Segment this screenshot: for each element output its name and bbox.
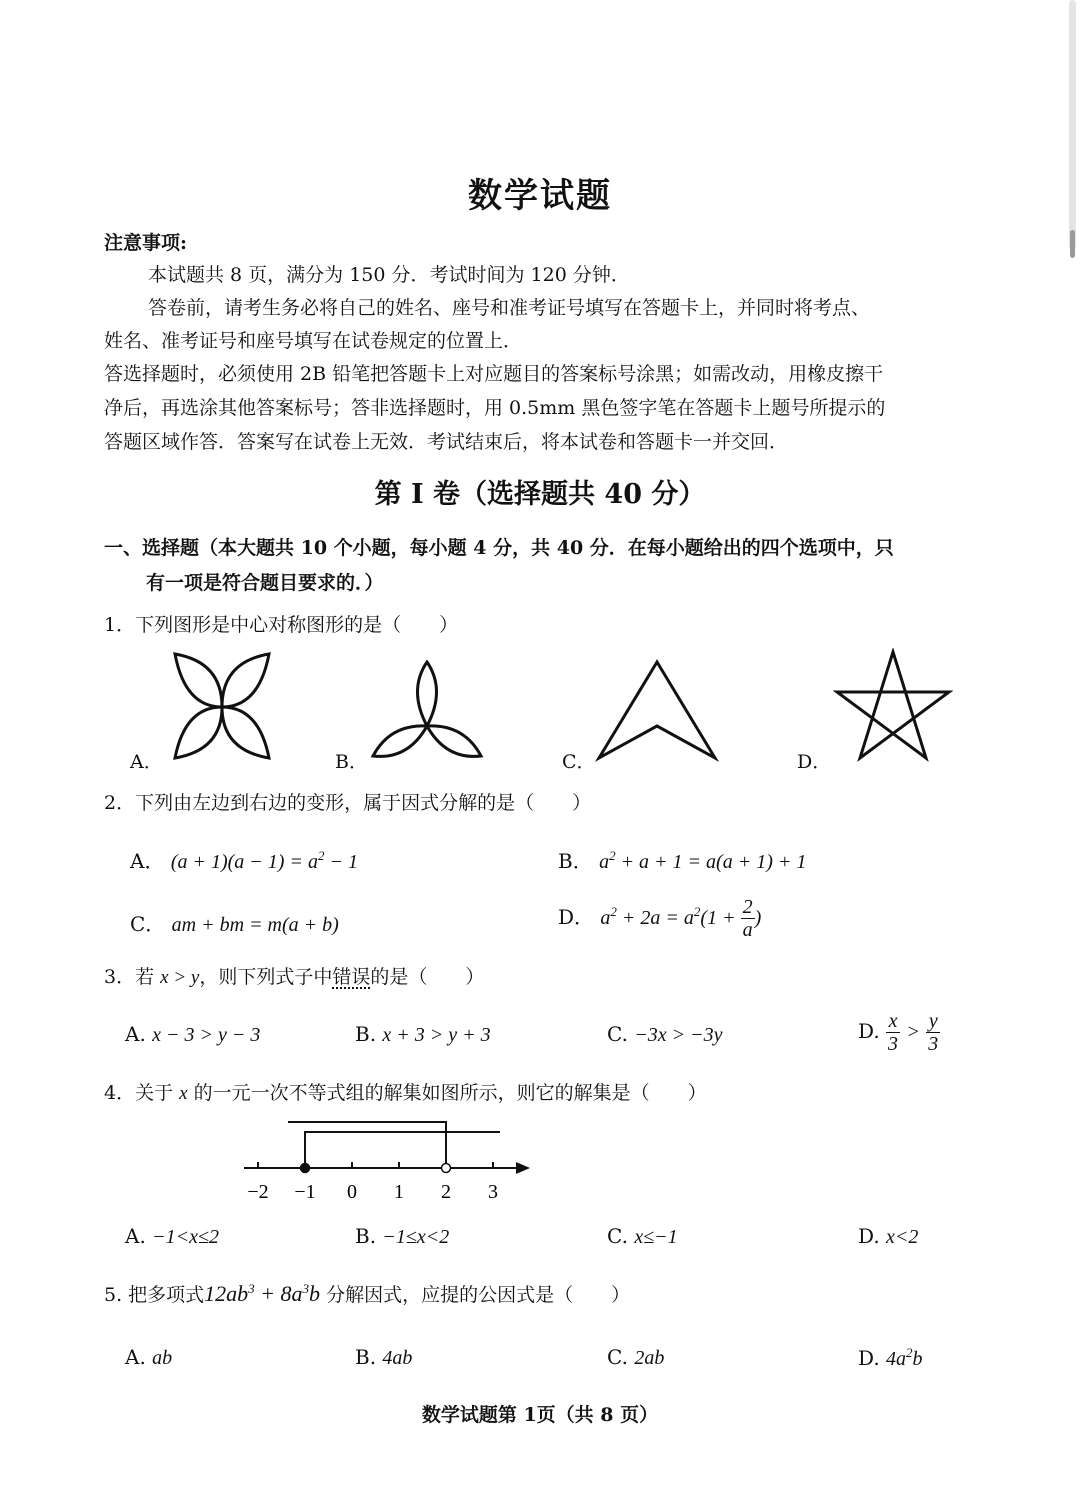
fraction-numerator: y [926, 1010, 940, 1033]
three-petal-flower-icon [370, 660, 485, 762]
page-footer: 数学试题第 1页（共 8 页） [421, 1404, 659, 1426]
option-label: A. [125, 1345, 146, 1369]
option-label: D. [858, 1346, 880, 1370]
q3-stem-post: 的是（ ） [370, 966, 485, 988]
pentagram-icon [833, 648, 953, 763]
q2-option-d-exponent-1: 2 [610, 904, 617, 919]
q3-option-d-fraction-right [926, 1010, 940, 1055]
q5-option-a-expr: ab [152, 1347, 173, 1369]
option-label: C. [607, 1022, 628, 1046]
q4-option-c-expr: x≤−1 [634, 1226, 678, 1248]
notice-line: 答选择题时，必须使用 2B 铅笔把答题卡上对应题目的答案标号涂黑；如需改动，用橡皮擦干 [104, 363, 884, 385]
q5-stem-pre: 5. 把多项式 [104, 1284, 205, 1306]
q4-option-b [355, 1224, 449, 1249]
q5-option-d [858, 1345, 923, 1371]
q5-poly-b: + 8a [254, 1281, 303, 1306]
q2-option-d-open: (1 + [700, 907, 741, 929]
notice-line: 净后，再选涂其他答案标号；答非选择题时，用 0.5mm 黑色签字笔在答题卡上题号所提示的 [104, 397, 886, 419]
question-2-stem: 2．下列由左边到右边的变形，属于因式分解的是（ ） [104, 792, 592, 814]
number-line-tick-label: 3 [488, 1181, 498, 1203]
number-line-tick-label: −1 [294, 1181, 316, 1203]
q4-stem-post: 的一元一次不等式组的解集如图所示，则它的解集是（ ） [193, 1082, 707, 1104]
inequality-ray-left [288, 1122, 446, 1168]
section-title: 第 I 卷（选择题共 40 分） [374, 479, 706, 510]
q5-poly-c: b [309, 1281, 321, 1306]
q5-option-a [125, 1345, 172, 1370]
number-line-arrow-icon [516, 1162, 530, 1174]
option-label: D. [858, 1019, 880, 1043]
q2-option-b-exponent: 2 [609, 848, 616, 863]
q1-option-a-label: A． [130, 751, 163, 773]
number-line [230, 1112, 550, 1207]
q3-option-b-expr: x + 3 > y + 3 [382, 1024, 491, 1046]
q2-option-c-expr: am + bm = m(a + b) [171, 914, 339, 936]
q2-option-b [558, 845, 806, 874]
option-label: A． [130, 849, 165, 873]
q3-option-c-expr: −3x > −3y [634, 1024, 723, 1046]
section-instructions-line1: 一、选择题（本大题共 10 个小题，每小题 4 分，共 40 分．在每小题给出的四个选项中，只 [104, 537, 894, 559]
q5-option-d-pre: 4a [886, 1348, 907, 1370]
q3-stem-mid: ，则下列式子中 [199, 966, 333, 988]
q4-stem-pre: 4．关于 [104, 1082, 174, 1104]
q5-option-d-post: b [912, 1348, 923, 1370]
q1-option-c-label: C． [562, 751, 596, 773]
number-line-tick-label: 2 [441, 1181, 451, 1203]
q2-option-a-exponent: 2 [317, 848, 325, 863]
q1-option-b-label: B． [335, 751, 368, 773]
q2-option-c [130, 908, 339, 937]
closed-endpoint [301, 1164, 310, 1173]
number-line-tick-label: −2 [247, 1181, 269, 1203]
four-petal-flower-icon [165, 652, 280, 762]
option-label: B． [558, 849, 593, 873]
option-label: B. [355, 1022, 377, 1046]
option-label: C． [130, 912, 166, 936]
q5-poly-a-exponent: 3 [248, 1281, 255, 1296]
q2-option-d-mid: + 2a = a [616, 907, 694, 929]
question-5-stem [104, 1280, 630, 1307]
q5-option-c-expr: 2ab [634, 1347, 665, 1369]
option-label: C. [607, 1224, 628, 1248]
inequality-ray-right [305, 1132, 500, 1168]
q5-option-d-exponent: 2 [906, 1345, 913, 1360]
notice-line: 答卷前，请考生务必将自己的姓名、座号和准考证号填写在答题卡上，并同时将考点、 [148, 297, 871, 319]
q5-option-c [607, 1345, 664, 1370]
q2-option-a [130, 845, 358, 874]
q4-option-b-expr: −1≤x<2 [382, 1226, 450, 1248]
q2-option-d-exponent-2: 2 [693, 904, 701, 919]
number-line-tick-label: 1 [394, 1181, 404, 1203]
q4-option-a [125, 1224, 219, 1249]
q4-option-d-expr: x<2 [886, 1226, 919, 1248]
question-4-stem [104, 1078, 707, 1105]
q2-option-b-pre: a [599, 851, 610, 873]
q5-poly-b-exponent: 3 [302, 1281, 310, 1296]
section-instructions-line2: 有一项是符合题目要求的．） [146, 572, 384, 594]
option-label: B. [355, 1224, 377, 1248]
q2-option-d-close: ) [754, 907, 762, 929]
notice-line: 答题区域作答．答案写在试卷上无效．考试结束后，将本试卷和答题卡一并交回． [104, 431, 789, 453]
option-label: D． [558, 905, 595, 929]
fraction-numerator: 2 [742, 896, 753, 918]
q4-option-a-expr: −1<x≤2 [152, 1226, 220, 1248]
q2-option-a-expr: (a + 1)(a − 1) = a [170, 851, 318, 873]
q4-option-d [858, 1224, 918, 1249]
option-label: A. [125, 1224, 146, 1248]
q1-option-d-label: D． [797, 751, 832, 773]
q2-option-d-pre: a [600, 907, 611, 929]
page-title: 数学试题 [468, 176, 612, 216]
q2-option-d-fraction [741, 896, 755, 941]
fraction-denominator: a [742, 919, 753, 941]
q3-stem-emphasis: 错误 [332, 966, 371, 988]
question-3-stem [104, 962, 484, 989]
q2-option-d [558, 896, 761, 941]
q5-poly-a: 12ab [204, 1281, 249, 1306]
notice-line: 姓名、准考证号和座号填写在试卷规定的位置上． [104, 330, 523, 352]
fraction-denominator: 3 [928, 1033, 939, 1055]
option-label: D. [858, 1224, 880, 1248]
notice-heading: 注意事项: [104, 232, 188, 254]
fraction-numerator: x [886, 1010, 900, 1033]
q3-option-a [125, 1022, 260, 1047]
arrowhead-icon [595, 658, 720, 763]
q2-option-b-tail: + a + 1 = a(a + 1) + 1 [615, 851, 807, 873]
q5-option-b-expr: 4ab [382, 1347, 413, 1369]
question-1-stem: 1．下列图形是中心对称图形的是（ ） [104, 614, 459, 636]
q3-stem-pre: 3．若 [104, 966, 155, 988]
option-label: A. [125, 1022, 146, 1046]
q5-option-b [355, 1345, 412, 1370]
number-line-tick-label: 0 [347, 1181, 357, 1203]
option-label: B. [355, 1345, 377, 1369]
scrollbar-thumb[interactable] [1070, 230, 1075, 258]
q4-option-c [607, 1224, 678, 1249]
q5-stem-post: 分解因式，应提的公因式是（ ） [326, 1284, 631, 1306]
q3-option-d [858, 1010, 940, 1055]
notice-line: 本试题共 8 页，满分为 150 分．考试时间为 120 分钟． [148, 264, 630, 286]
q3-stem-math: x > y [160, 967, 200, 988]
option-label: C. [607, 1345, 628, 1369]
fraction-denominator: 3 [888, 1033, 899, 1055]
q2-option-a-tail: − 1 [324, 851, 358, 873]
q3-option-a-expr: x − 3 > y − 3 [152, 1024, 261, 1046]
q3-option-b [355, 1022, 491, 1047]
q4-stem-variable: x [179, 1083, 188, 1104]
q3-option-d-operator: > [906, 1021, 920, 1043]
open-endpoint [442, 1164, 451, 1173]
q3-option-d-fraction-left [886, 1010, 900, 1055]
q3-option-c [607, 1022, 723, 1047]
